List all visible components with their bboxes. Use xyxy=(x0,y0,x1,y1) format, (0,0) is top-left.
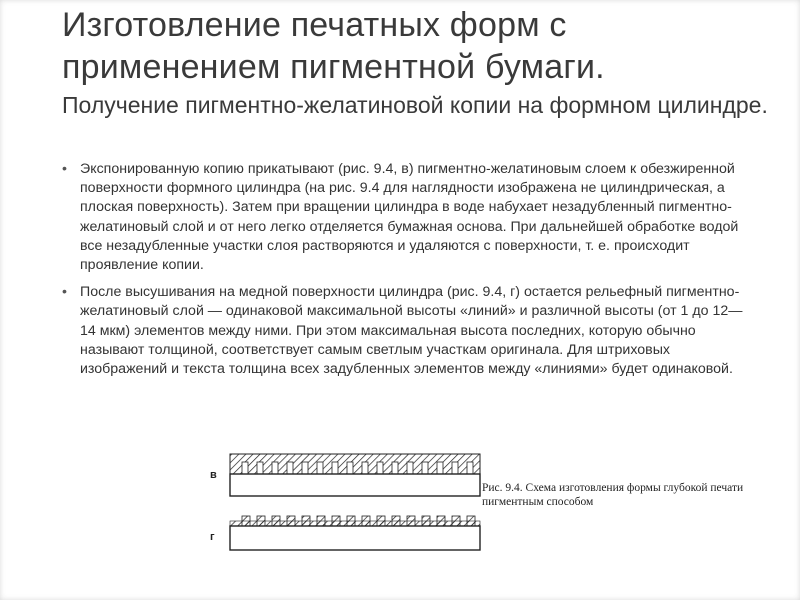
bullet-list xyxy=(62,160,752,387)
relief-notch xyxy=(452,462,458,474)
relief-notch xyxy=(407,462,413,474)
relief-notch xyxy=(437,462,443,474)
scheme-g xyxy=(210,516,480,550)
relief-base-layer xyxy=(230,521,480,526)
caption-line: Рис. 9.4. Схема изготовления формы глубокой печати xyxy=(482,482,744,494)
bullet-item xyxy=(62,160,752,275)
slide-title: Изготовление печатных форм с применением пигментной бумаги. xyxy=(62,6,605,86)
label-v: в xyxy=(210,469,217,481)
relief-notch xyxy=(467,462,473,474)
relief-notch xyxy=(272,462,278,474)
relief-notch xyxy=(377,462,383,474)
caption-line: пигментным способом xyxy=(482,496,594,508)
relief-notch xyxy=(392,462,398,474)
cylinder-surface-bottom xyxy=(230,526,480,550)
relief-notch xyxy=(302,462,308,474)
relief-notch xyxy=(287,462,293,474)
cylinder-surface-top xyxy=(230,474,480,496)
bullet-item xyxy=(62,283,752,379)
label-g: г xyxy=(210,531,215,543)
scheme-figure xyxy=(208,442,488,584)
relief-notch xyxy=(362,462,368,474)
relief-notch xyxy=(317,462,323,474)
bullet-text: Экспонированную копию прикатывают (рис. 9.4, в) пигментно-желатиновым слоем к обезжиренной поверхности формного цилиндра (на рис. 9.4 для наглядности изображена не цилиндрическая, а плоская поверхность). Затем при вращении цилиндра в воде набухает незадубленный пигментно-желатиновый слой и от него легко отделяется бумажная основа. При дальнейшей обработке водой все незадубленные участки слоя растворяются и удаляются с поверхности, т. е. происходит проявление копии. xyxy=(80,161,739,274)
scheme-v xyxy=(210,454,480,496)
bullet-text: После высушивания на медной поверхности цилиндра (рис. 9.4, г) остается рельефный пигментно-желатиновый слой — одинаковой максимальной высоты «линий» и различной высоты (от 1 до 12—14 мкм) элементов между ними. При этом максимальная высота последних, которую обычно называют толщиной, соответствует самым светлым участкам оригинала. Для штриховых изображений и текста толщина всех задубленных элементов между «линиями» будет одинаковой. xyxy=(80,284,743,378)
figure-caption xyxy=(482,481,782,509)
relief-notch xyxy=(422,462,428,474)
relief-notch xyxy=(332,462,338,474)
relief-notch xyxy=(347,462,353,474)
bullet-dot-icon: • xyxy=(62,284,67,301)
relief-elements-bottom xyxy=(230,516,480,526)
bullet-dot-icon: • xyxy=(62,161,67,177)
relief-notch xyxy=(257,462,263,474)
slide-subtitle: Получение пигментно-желатиновой копии на формном цилиндре. xyxy=(62,92,768,118)
relief-notch xyxy=(242,462,248,474)
